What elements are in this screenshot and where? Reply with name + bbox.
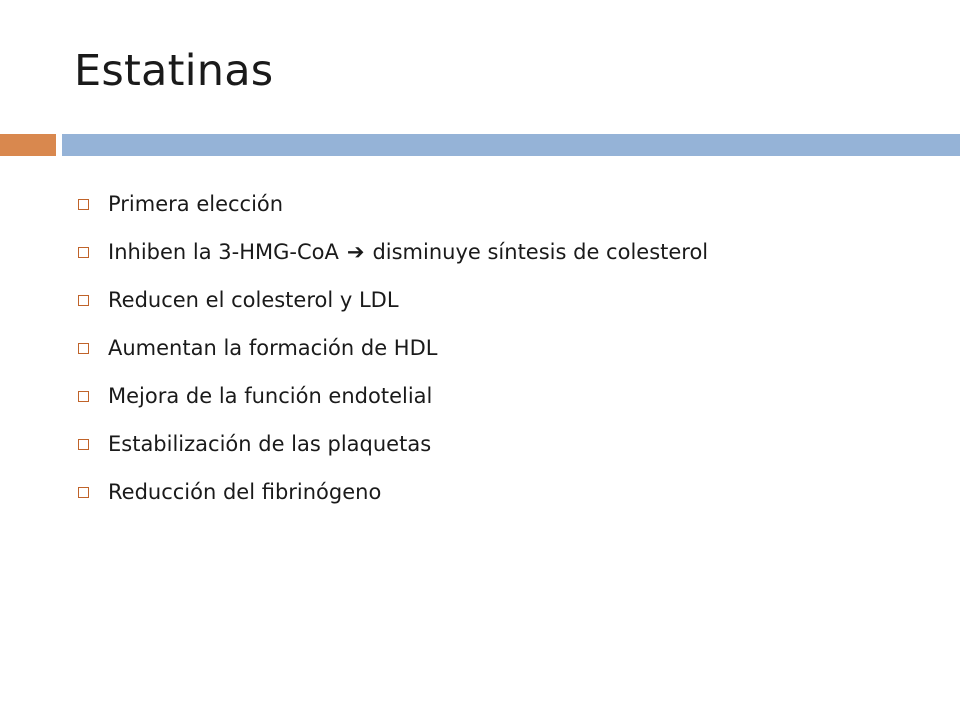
bullet-text: Aumentan la formación de HDL — [108, 336, 438, 360]
bullet-item — [78, 324, 708, 372]
hollow-square-icon — [78, 343, 89, 354]
bullet-text: Primera elección — [108, 192, 284, 216]
bullet-text: Inhiben la 3-HMG-CoA — [108, 240, 339, 264]
bullet-item — [78, 372, 708, 420]
bullet-text: Mejora de la función endotelial — [108, 384, 433, 408]
bullet-item — [78, 276, 708, 324]
right-arrow-icon: ➔ — [346, 240, 365, 264]
bullet-text: Estabilización de las plaquetas — [108, 432, 432, 456]
bullet-item — [78, 228, 708, 276]
bullet-list — [78, 180, 708, 516]
title-underline-accent-blue — [62, 134, 960, 156]
hollow-square-icon — [78, 487, 89, 498]
hollow-square-icon — [78, 199, 89, 210]
bullet-item — [78, 468, 708, 516]
bullet-text: Reducción del fibrinógeno — [108, 480, 382, 504]
hollow-square-icon — [78, 391, 89, 402]
bullet-item — [78, 180, 708, 228]
title-underline-accent-orange — [0, 134, 56, 156]
hollow-square-icon — [78, 247, 89, 258]
hollow-square-icon — [78, 439, 89, 450]
bullet-text: disminuye síntesis de colesterol — [372, 240, 709, 264]
hollow-square-icon — [78, 295, 89, 306]
bullet-text: Reducen el colesterol y LDL — [108, 288, 399, 312]
slide-title: Estatinas — [74, 46, 274, 96]
bullet-item — [78, 420, 708, 468]
